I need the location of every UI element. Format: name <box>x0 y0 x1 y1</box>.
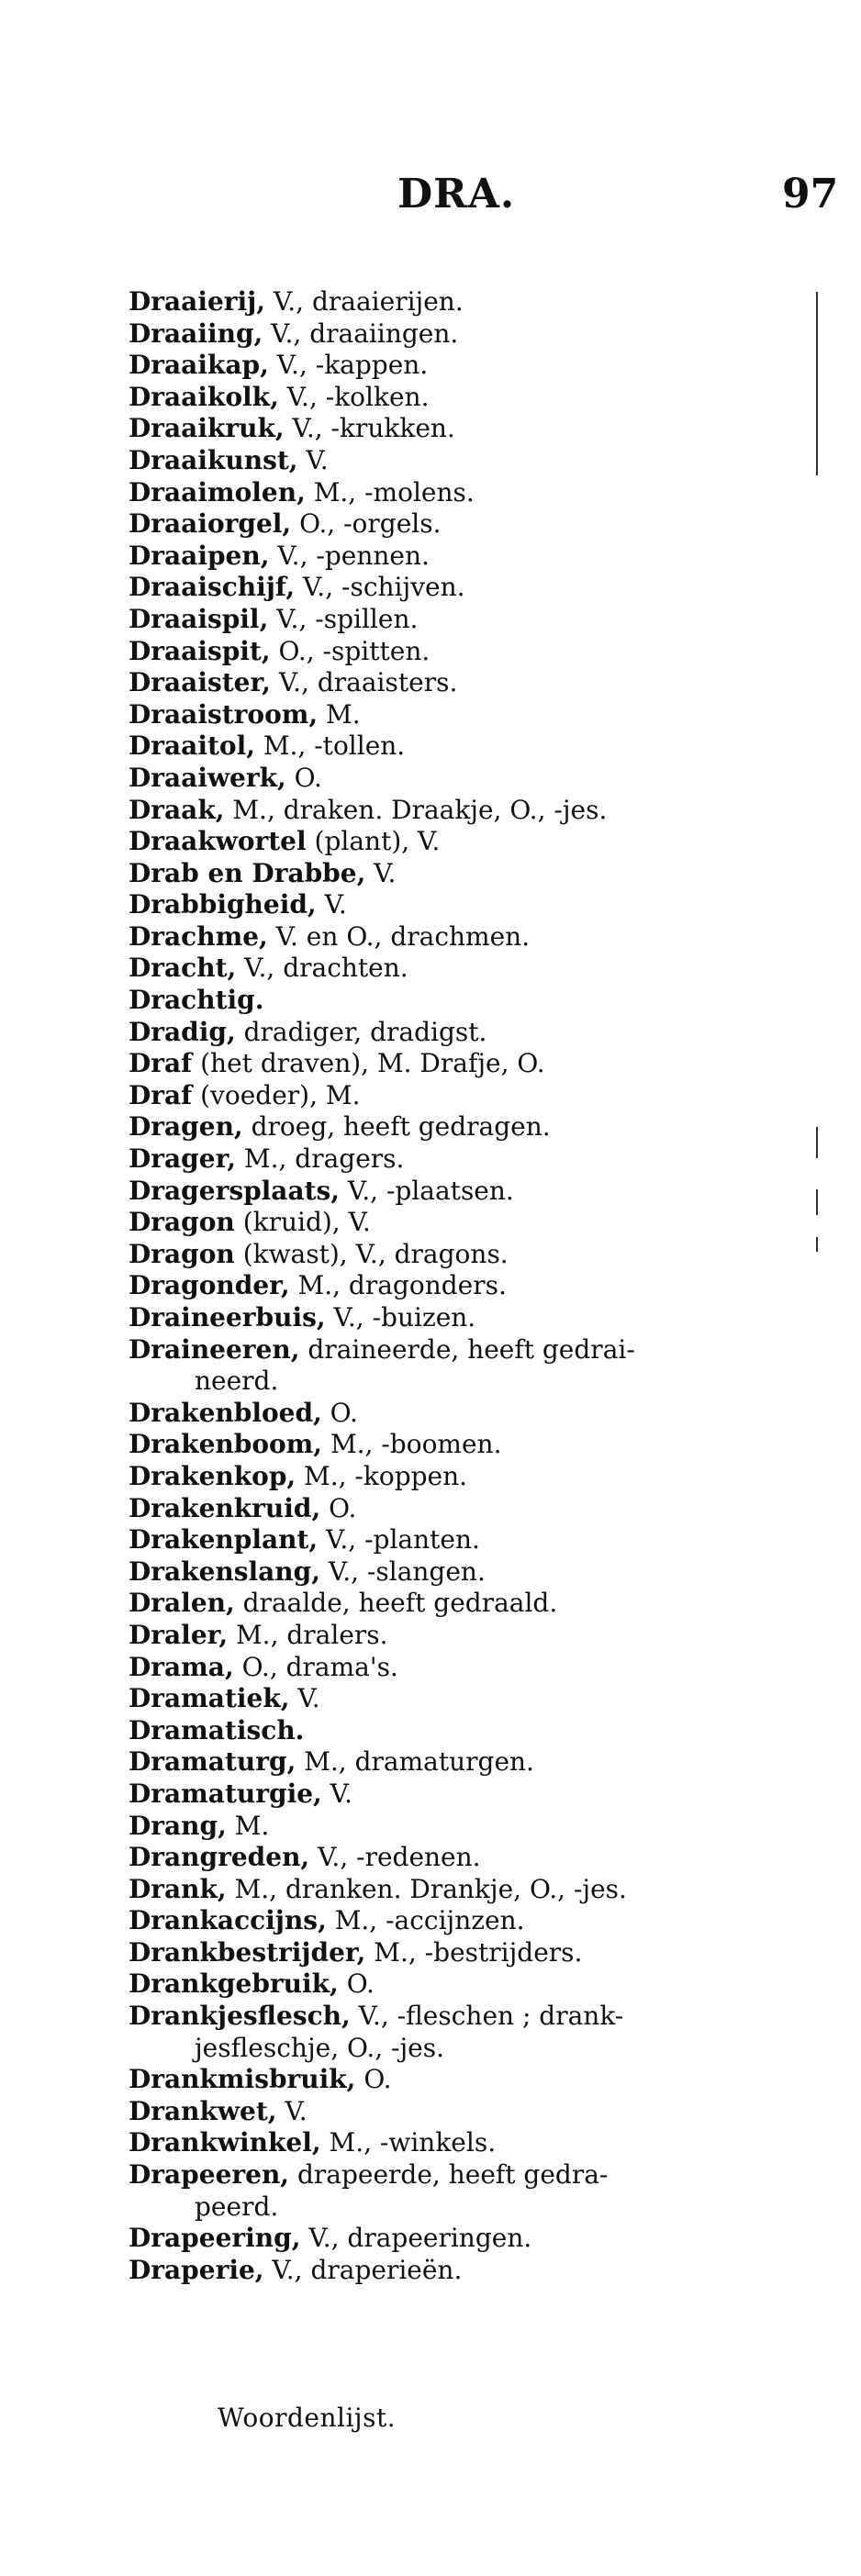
dictionary-entry <box>129 763 799 795</box>
entry-definition: V. en O., drachmen. <box>267 920 531 952</box>
dictionary-entry <box>129 1398 799 1430</box>
page-title: DRA. <box>397 171 516 217</box>
entry-definition: O., -spitten. <box>270 635 430 666</box>
entry-definition: O. <box>355 2064 392 2095</box>
entry-definition: V., draaierijen. <box>265 286 464 317</box>
dictionary-entry <box>129 1524 799 1556</box>
entry-definition: M., -accijnzen. <box>326 1905 525 1936</box>
entry-definition: V. <box>316 889 347 920</box>
word-list <box>129 286 799 2286</box>
dictionary-entry <box>129 2064 799 2096</box>
entry-definition: droeg, heeft gedragen. <box>242 1111 551 1143</box>
page-header <box>0 171 861 226</box>
dictionary-entry <box>129 2223 799 2255</box>
dictionary-entry <box>129 1207 799 1239</box>
entry-definition: V., draperieën. <box>263 2254 463 2285</box>
entry-headword: Drankmisbruik, <box>129 2064 356 2095</box>
entry-definition: V., -fleschen ; drank- <box>350 2001 624 2032</box>
entry-definition: (het draven), M. Drafje, O. <box>192 1048 545 1079</box>
entry-headword: Drakenkruid, <box>129 1492 321 1523</box>
entry-headword: Drankwinkel, <box>129 2127 321 2158</box>
entry-definition: dradiger, dradigst. <box>235 1016 487 1047</box>
entry-definition: V., -planten. <box>318 1524 480 1556</box>
entry-headword: Drakenbloed, <box>129 1397 322 1428</box>
entry-headword: Draf <box>129 1048 193 1079</box>
dictionary-entry <box>129 1239 799 1271</box>
dictionary-entry <box>129 1652 799 1684</box>
entry-definition: O. <box>338 1968 375 2000</box>
entry-definition: M., dralers. <box>228 1619 388 1650</box>
dictionary-entry <box>129 541 799 573</box>
dictionary-entry <box>129 1715 799 1747</box>
dictionary-entry <box>129 1048 799 1080</box>
entry-definition: V., draaiingen. <box>263 318 459 349</box>
entry-headword: Dralen, <box>129 1588 235 1619</box>
entry-definition: draalde, heeft gedraald. <box>234 1588 558 1619</box>
page-number: 97 <box>782 171 839 217</box>
dictionary-entry <box>129 1746 799 1779</box>
entry-headword: Draak, <box>129 794 225 825</box>
footer-text: Woordenlijst. <box>218 2403 397 2433</box>
dictionary-entry <box>129 413 799 445</box>
entry-headword: Dramaturg, <box>129 1746 296 1778</box>
entry-continuation: neerd. <box>195 1366 279 1397</box>
entry-headword: Drankjesflesch, <box>129 2001 351 2032</box>
dictionary-entry <box>129 477 799 509</box>
entry-definition: V., -schijven. <box>295 572 465 603</box>
entry-headword: Dragon <box>129 1207 235 1238</box>
entry-headword: Draaispil, <box>129 603 269 634</box>
dictionary-entry <box>129 1842 799 1874</box>
dictionary-entry <box>129 1461 799 1493</box>
entry-definition: V. <box>276 2095 308 2126</box>
dictionary-entry <box>129 889 799 921</box>
dictionary-entry <box>129 1429 799 1461</box>
dictionary-entry <box>129 2001 799 2064</box>
dictionary-entry <box>129 1017 799 1049</box>
entry-definition: M., dragers. <box>236 1143 405 1175</box>
entry-definition: V., drapeeringen. <box>300 2223 532 2254</box>
entry-headword: Dracht, <box>129 953 237 984</box>
entry-definition: M., dranken. Drankje, O., -jes. <box>226 1873 627 1904</box>
entry-definition: V., -slangen. <box>319 1556 486 1587</box>
entry-headword: Drakenslang, <box>129 1556 320 1587</box>
entry-headword: Draaikap, <box>129 350 269 381</box>
entry-definition: M., -winkels. <box>320 2127 497 2158</box>
entry-headword: Drakenboom, <box>129 1429 323 1460</box>
entry-definition: M., -boomen. <box>322 1429 502 1460</box>
entry-headword: Drangreden, <box>129 1842 310 1873</box>
dictionary-entry <box>129 604 799 636</box>
entry-definition: O., drama's. <box>233 1651 398 1682</box>
entry-headword: Draler, <box>129 1619 229 1650</box>
entry-headword: Drang, <box>129 1810 227 1841</box>
entry-definition: M., -koppen. <box>296 1460 468 1491</box>
entry-headword: Drab en Drabbe, <box>129 857 366 888</box>
dictionary-entry <box>129 1874 799 1906</box>
dictionary-entry <box>129 1270 799 1302</box>
dictionary-entry <box>129 2159 799 2223</box>
dictionary-entry <box>129 953 799 985</box>
dictionary-entry <box>129 1779 799 1811</box>
margin-rule <box>816 1189 818 1215</box>
dictionary-entry <box>129 1176 799 1208</box>
entry-definition: V., -krukken. <box>284 413 455 444</box>
entry-definition: (plant), V. <box>306 826 441 857</box>
entry-headword: Draaispit, <box>129 635 271 666</box>
entry-definition: V. <box>289 1683 320 1714</box>
entry-definition: M., -bestrijders. <box>365 1936 583 1968</box>
dictionary-entry <box>129 985 799 1017</box>
entry-definition: O., -orgels. <box>291 508 442 540</box>
dictionary-entry <box>129 1620 799 1652</box>
entry-definition: M., -molens. <box>305 476 475 507</box>
entry-definition: draineerde, heeft gedrai- <box>299 1333 635 1365</box>
margin-rule <box>816 292 818 475</box>
dictionary-entry <box>129 382 799 414</box>
entry-headword: Drankgebruik, <box>129 1968 339 2000</box>
dictionary-entry <box>129 795 799 827</box>
dictionary-entry <box>129 1556 799 1589</box>
entry-definition: drapeerde, heeft gedra- <box>289 2159 609 2191</box>
dictionary-entry <box>129 1905 799 1937</box>
dictionary-entry <box>129 1968 799 2001</box>
entry-headword: Draaikruk, <box>129 413 285 444</box>
entry-headword: Dragonder, <box>129 1270 290 1301</box>
entry-headword: Drabbigheid, <box>129 889 317 920</box>
entry-headword: Draf <box>129 1079 193 1110</box>
entry-headword: Dragon <box>129 1238 235 1269</box>
entry-definition: M., dragonders. <box>289 1270 507 1301</box>
entry-definition: V., -plaatsen. <box>340 1175 514 1206</box>
dictionary-entry <box>129 445 799 477</box>
entry-headword: Draaitol, <box>129 730 255 762</box>
dictionary-entry <box>129 318 799 351</box>
entry-continuation: peerd. <box>195 2191 279 2222</box>
entry-headword: Dradig, <box>129 1016 236 1047</box>
dictionary-entry <box>129 1334 799 1398</box>
entry-definition: V. <box>321 1778 352 1809</box>
entry-headword: Dramatisch. <box>129 1714 305 1745</box>
entry-headword: Drager, <box>129 1143 237 1175</box>
dictionary-entry <box>129 2127 799 2159</box>
entry-definition: V. <box>297 444 329 475</box>
dictionary-entry <box>129 286 799 318</box>
entry-definition: (voeder), M. <box>192 1079 361 1110</box>
dictionary-entry <box>129 1588 799 1620</box>
dictionary-entry <box>129 2096 799 2128</box>
entry-definition: M. <box>318 698 361 730</box>
entry-headword: Drankaccijns, <box>129 1905 327 1936</box>
dictionary-entry <box>129 921 799 953</box>
entry-definition: V., drachten. <box>236 953 408 984</box>
entry-headword: Draineeren, <box>129 1333 300 1365</box>
entry-definition: V., -spillen. <box>268 603 419 634</box>
entry-headword: Draaiwerk, <box>129 762 286 793</box>
dictionary-entry <box>129 1302 799 1334</box>
entry-headword: Dramaturgie, <box>129 1778 322 1809</box>
entry-headword: Drank, <box>129 1873 227 1904</box>
dictionary-entry <box>129 826 799 858</box>
dictionary-entry <box>129 1080 799 1112</box>
entry-headword: Drankwet, <box>129 2095 277 2126</box>
entry-headword: Draaipen, <box>129 540 270 571</box>
entry-headword: Draaister, <box>129 667 271 698</box>
entry-definition: M., draken. Draakje, O., -jes. <box>224 794 608 825</box>
dictionary-entry <box>129 1811 799 1843</box>
dictionary-entry <box>129 572 799 604</box>
entry-headword: Dragen, <box>129 1111 243 1143</box>
entry-continuation: jesfleschje, O., -jes. <box>195 2032 445 2063</box>
entry-definition: (kwast), V., dragons. <box>234 1238 509 1269</box>
entry-headword: Dramatiek, <box>129 1683 290 1714</box>
entry-definition: V., -buizen. <box>325 1302 476 1333</box>
dictionary-entry <box>129 667 799 699</box>
entry-headword: Drachme, <box>129 920 268 952</box>
entry-headword: Draakwortel <box>129 826 307 857</box>
entry-headword: Draaimolen, <box>129 476 306 507</box>
entry-definition: (kruid), V. <box>234 1207 371 1238</box>
entry-headword: Draaistroom, <box>129 698 319 730</box>
entry-definition: V., draaisters. <box>270 667 458 698</box>
entry-definition: V. <box>365 857 397 888</box>
dictionary-entry <box>129 858 799 890</box>
entry-headword: Draaikunst, <box>129 444 298 475</box>
dictionary-entry <box>129 636 799 668</box>
dictionary-entry <box>129 699 799 731</box>
dictionary-entry <box>129 1493 799 1525</box>
entry-headword: Draaischijf, <box>129 572 296 603</box>
margin-rule <box>816 1237 818 1252</box>
entry-definition: O. <box>285 762 322 793</box>
entry-headword: Draaiing, <box>129 318 263 349</box>
entry-definition: V., -kolken. <box>278 381 430 412</box>
entry-definition: M., -tollen. <box>254 730 406 762</box>
entry-definition: V., -pennen. <box>269 540 430 571</box>
dictionary-entry <box>129 350 799 382</box>
entry-headword: Draaiorgel, <box>129 508 292 540</box>
entry-headword: Draperie, <box>129 2254 264 2285</box>
dictionary-entry <box>129 1111 799 1143</box>
dictionary-entry <box>129 1143 799 1176</box>
entry-definition: O. <box>320 1492 357 1523</box>
entry-headword: Draaierij, <box>129 286 266 317</box>
entry-headword: Drapeeren, <box>129 2159 290 2191</box>
entry-definition: V., -kappen. <box>268 350 429 381</box>
dictionary-entry <box>129 1937 799 1969</box>
dictionary-entry <box>129 508 799 541</box>
dictionary-entry <box>129 730 799 763</box>
dictionary-entry <box>129 2255 799 2287</box>
entry-headword: Drakenkop, <box>129 1460 296 1491</box>
entry-headword: Drachtig. <box>129 985 264 1016</box>
entry-headword: Drapeering, <box>129 2223 301 2254</box>
entry-headword: Draaikolk, <box>129 381 279 412</box>
entry-definition: V., -redenen. <box>309 1842 481 1873</box>
entry-headword: Drakenplant, <box>129 1524 319 1556</box>
entry-definition: M., dramaturgen. <box>296 1746 534 1778</box>
dictionary-entry <box>129 1683 799 1715</box>
entry-headword: Drama, <box>129 1651 234 1682</box>
entry-headword: Dragersplaats, <box>129 1175 341 1206</box>
margin-rule <box>816 1127 818 1158</box>
entry-definition: M. <box>226 1810 270 1841</box>
entry-headword: Drankbestrijder, <box>129 1936 366 1968</box>
entry-definition: O. <box>321 1397 358 1428</box>
entry-headword: Draineerbuis, <box>129 1302 326 1333</box>
